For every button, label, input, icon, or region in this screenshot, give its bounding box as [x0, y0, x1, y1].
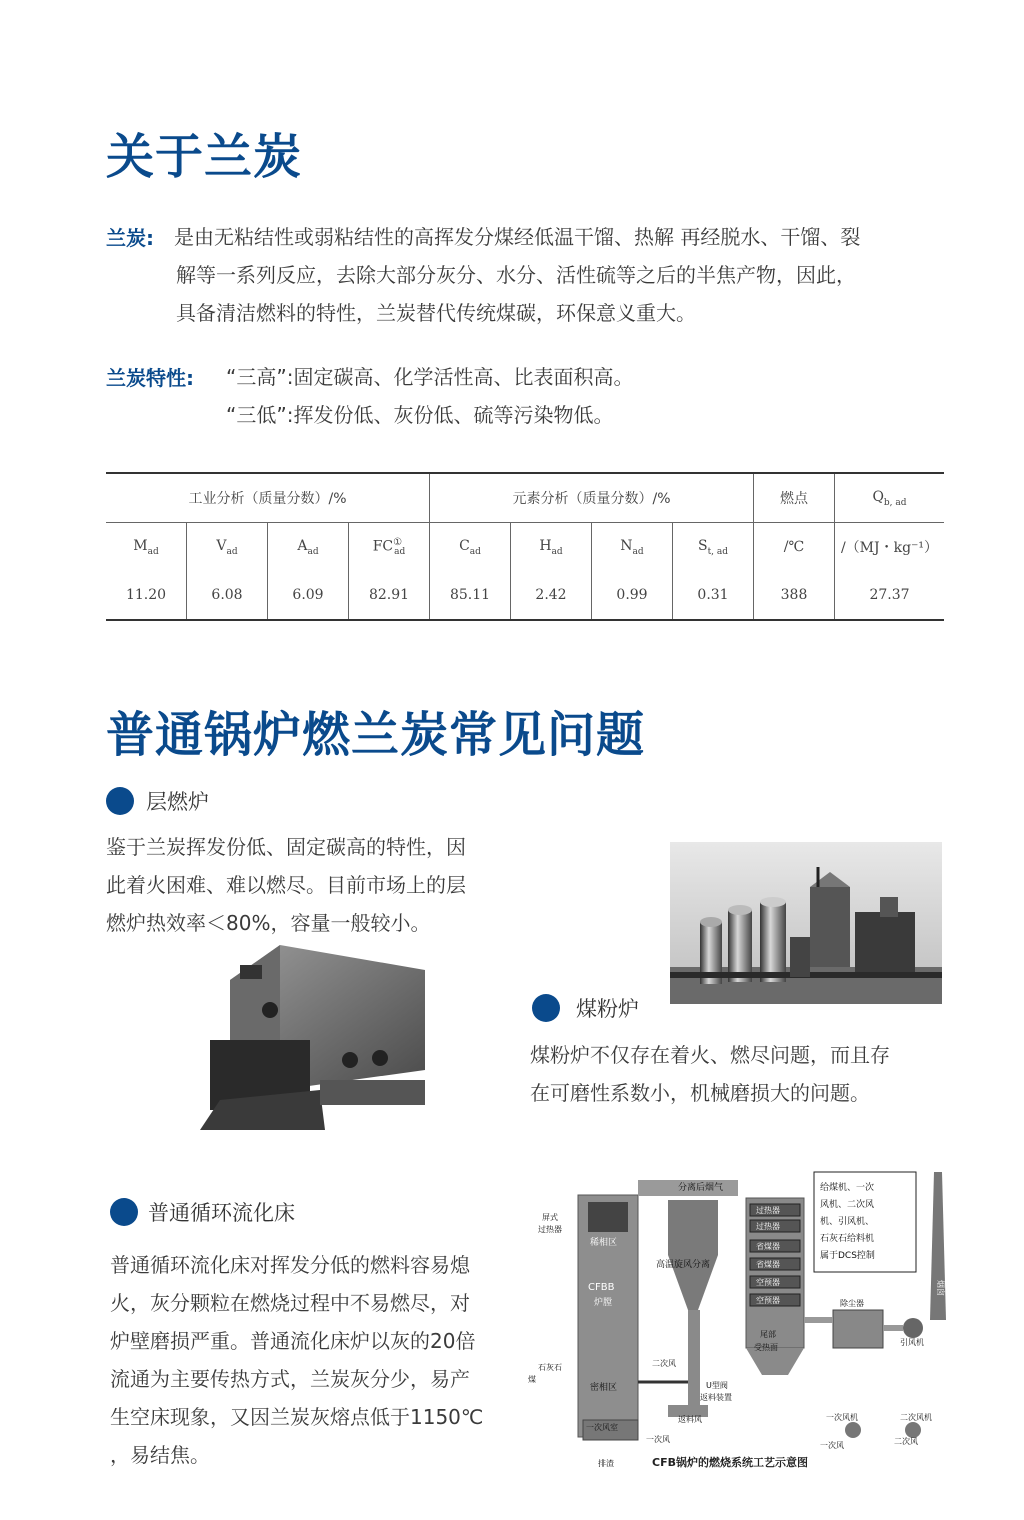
- diagram-label: 分离后烟气: [678, 1183, 724, 1193]
- diagram-label: 返料风: [678, 1415, 702, 1424]
- intro-text-line2: 解等一系列反应，去除大部分灰分、水分、活性硫等之后的半焦产物，因此，: [176, 263, 856, 287]
- diagram-label: U型阀: [706, 1381, 728, 1390]
- bullet-dot-icon: [532, 994, 560, 1022]
- table-cell: 82.91: [349, 571, 430, 619]
- diagram-label: 省煤器: [756, 1260, 780, 1269]
- table-subheader: $S_{t, ad}$: [673, 523, 754, 572]
- table-subheader: $FC^①_{ad}$: [349, 523, 430, 572]
- diagram-label: 石灰石给料机: [820, 1234, 875, 1244]
- diagram-label: 给煤机、一次: [820, 1183, 875, 1193]
- table-subheader: /（MJ・kg⁻¹）: [835, 523, 945, 572]
- table-cell: 6.09: [268, 571, 349, 619]
- diagram-label: 尾部: [760, 1330, 776, 1339]
- diagram-label: 省煤器: [756, 1242, 780, 1251]
- pulverized-line1: 煤粉炉不仅存在着火、燃尽问题，而且存: [530, 1043, 890, 1067]
- diagram-label: 二次风: [652, 1359, 676, 1368]
- cfb-line1: 普通循环流化床对挥发分低的燃料容易熄: [110, 1253, 470, 1277]
- intro-label: 兰炭:: [106, 226, 154, 250]
- diagram-label: 高温旋风分离: [656, 1260, 711, 1270]
- bullet-title-cfb: 普通循环流化床: [148, 1201, 295, 1225]
- factory-photo: [670, 842, 942, 1004]
- table-cell: 0.31: [673, 571, 754, 619]
- diagram-label: 风机、二次风: [820, 1200, 875, 1210]
- diagram-label: 空预器: [756, 1278, 780, 1287]
- diagram-caption: CFB锅炉的燃烧系统工艺示意图: [652, 1456, 808, 1469]
- diagram-label: 一次风机: [826, 1413, 858, 1422]
- bullet-title-pulverized: 煤粉炉: [576, 997, 639, 1021]
- diagram-label: 机、引风机、: [820, 1217, 875, 1227]
- table-subheader: $V_{ad}$: [187, 523, 268, 572]
- intro-text-line3: 具备清洁燃料的特性，兰炭替代传统煤碳，环保意义重大。: [176, 301, 696, 325]
- cfb-line6: ，易结焦。: [110, 1443, 210, 1467]
- feature-label: 兰炭特性:: [106, 366, 194, 390]
- table-header-row: [106, 474, 944, 523]
- diagram-label: 过热器: [756, 1206, 780, 1215]
- diagram-label: 除尘器: [840, 1299, 864, 1308]
- diagram-label: 过热器: [538, 1225, 562, 1234]
- diagram-label: 密相区: [590, 1383, 618, 1393]
- table-cell: 388: [754, 571, 835, 619]
- diagram-label: 一次风: [646, 1435, 670, 1444]
- diagram-label: 一次风: [820, 1441, 844, 1450]
- table-row: [106, 571, 944, 619]
- diagram-label: 返料装置: [700, 1393, 732, 1402]
- diagram-label: 空预器: [756, 1296, 780, 1305]
- section-title-problems: 普通锅炉燃兰炭常见问题: [106, 707, 646, 763]
- diagram-label: 受热面: [754, 1343, 778, 1352]
- section-title-about: 关于兰炭: [106, 129, 303, 185]
- bullet-title-layer-furnace: 层燃炉: [146, 790, 209, 814]
- diagram-label: 排渣: [598, 1459, 614, 1468]
- table-cell: 11.20: [125, 587, 167, 603]
- boiler-image: [200, 940, 430, 1140]
- table-subheader: $H_{ad}$: [511, 523, 592, 572]
- cfb-line3: 炉壁磨损严重。普通流化床炉以灰的20倍: [110, 1329, 476, 1353]
- table-group-elemental: 元素分析（质量分数）/%: [430, 474, 754, 523]
- table-cell: 85.11: [430, 571, 511, 619]
- diagram-label: 引风机: [900, 1338, 924, 1347]
- table-header-ignition: 燃点: [754, 474, 835, 523]
- analysis-table: [106, 474, 944, 619]
- table-subheader-row: [106, 523, 944, 572]
- diagram-label: 属于DCS控制: [820, 1251, 875, 1261]
- diagram-label: 一次风室: [586, 1423, 618, 1432]
- cfb-diagram: [528, 1170, 954, 1475]
- table-subheader: $A_{ad}$: [268, 523, 349, 572]
- analysis-table-wrapper: [106, 472, 944, 621]
- diagram-label: 稀相区: [590, 1238, 618, 1248]
- diagram-label: 过热器: [756, 1222, 780, 1231]
- layer-furnace-line1: 鉴于兰炭挥发份低、固定碳高的特性，因: [106, 835, 466, 859]
- diagram-label: 烟囱: [936, 1280, 945, 1296]
- table-cell: 2.42: [511, 571, 592, 619]
- diagram-label: 二次风机: [900, 1413, 932, 1422]
- feature-line1: “三高”:固定碳高、化学活性高、比表面积高。: [226, 365, 634, 389]
- layer-furnace-line3: 燃炉热效率＜80%，容量一般较小。: [106, 911, 431, 935]
- feature-line2: “三低”:挥发份低、灰份低、硫等污染物低。: [226, 403, 614, 427]
- diagram-label: CFBB: [588, 1282, 615, 1293]
- bullet-dot-icon: [110, 1198, 138, 1226]
- cfb-line5: 生空床现象，又因兰炭灰熔点低于1150℃: [110, 1405, 484, 1429]
- table-cell: 0.99: [592, 571, 673, 619]
- diagram-label: 石灰石: [538, 1363, 562, 1372]
- table-subheader: $N_{ad}$: [592, 523, 673, 572]
- diagram-label: 二次风: [894, 1437, 918, 1446]
- pulverized-line2: 在可磨性系数小，机械磨损大的问题。: [530, 1081, 870, 1105]
- table-subheader: $M_{ad}$: [133, 537, 159, 557]
- table-group-industrial: 工业分析（质量分数）/%: [188, 491, 347, 507]
- diagram-label: 炉膛: [594, 1298, 613, 1308]
- table-subheader: $C_{ad}$: [430, 523, 511, 572]
- cfb-line2: 火，灰分颗粒在燃烧过程中不易燃尽，对: [110, 1291, 470, 1315]
- table-subheader: /℃: [754, 523, 835, 572]
- table-cell: 27.37: [835, 571, 945, 619]
- layer-furnace-line2: 此着火困难、难以燃尽。目前市场上的层: [106, 873, 466, 897]
- table-cell: 6.08: [187, 571, 268, 619]
- diagram-label: 煤: [528, 1375, 536, 1384]
- diagram-label: 屏式: [542, 1213, 558, 1222]
- table-header-q: $Q_{b, ad}$: [835, 474, 945, 523]
- bullet-dot-icon: [106, 787, 134, 815]
- intro-text-line1: 是由无粘结性或弱粘结性的高挥发分煤经低温干馏、热解 再经脱水、干馏、裂: [174, 225, 861, 249]
- cfb-line4: 流通为主要传热方式，兰炭灰分少，易产: [110, 1367, 470, 1391]
